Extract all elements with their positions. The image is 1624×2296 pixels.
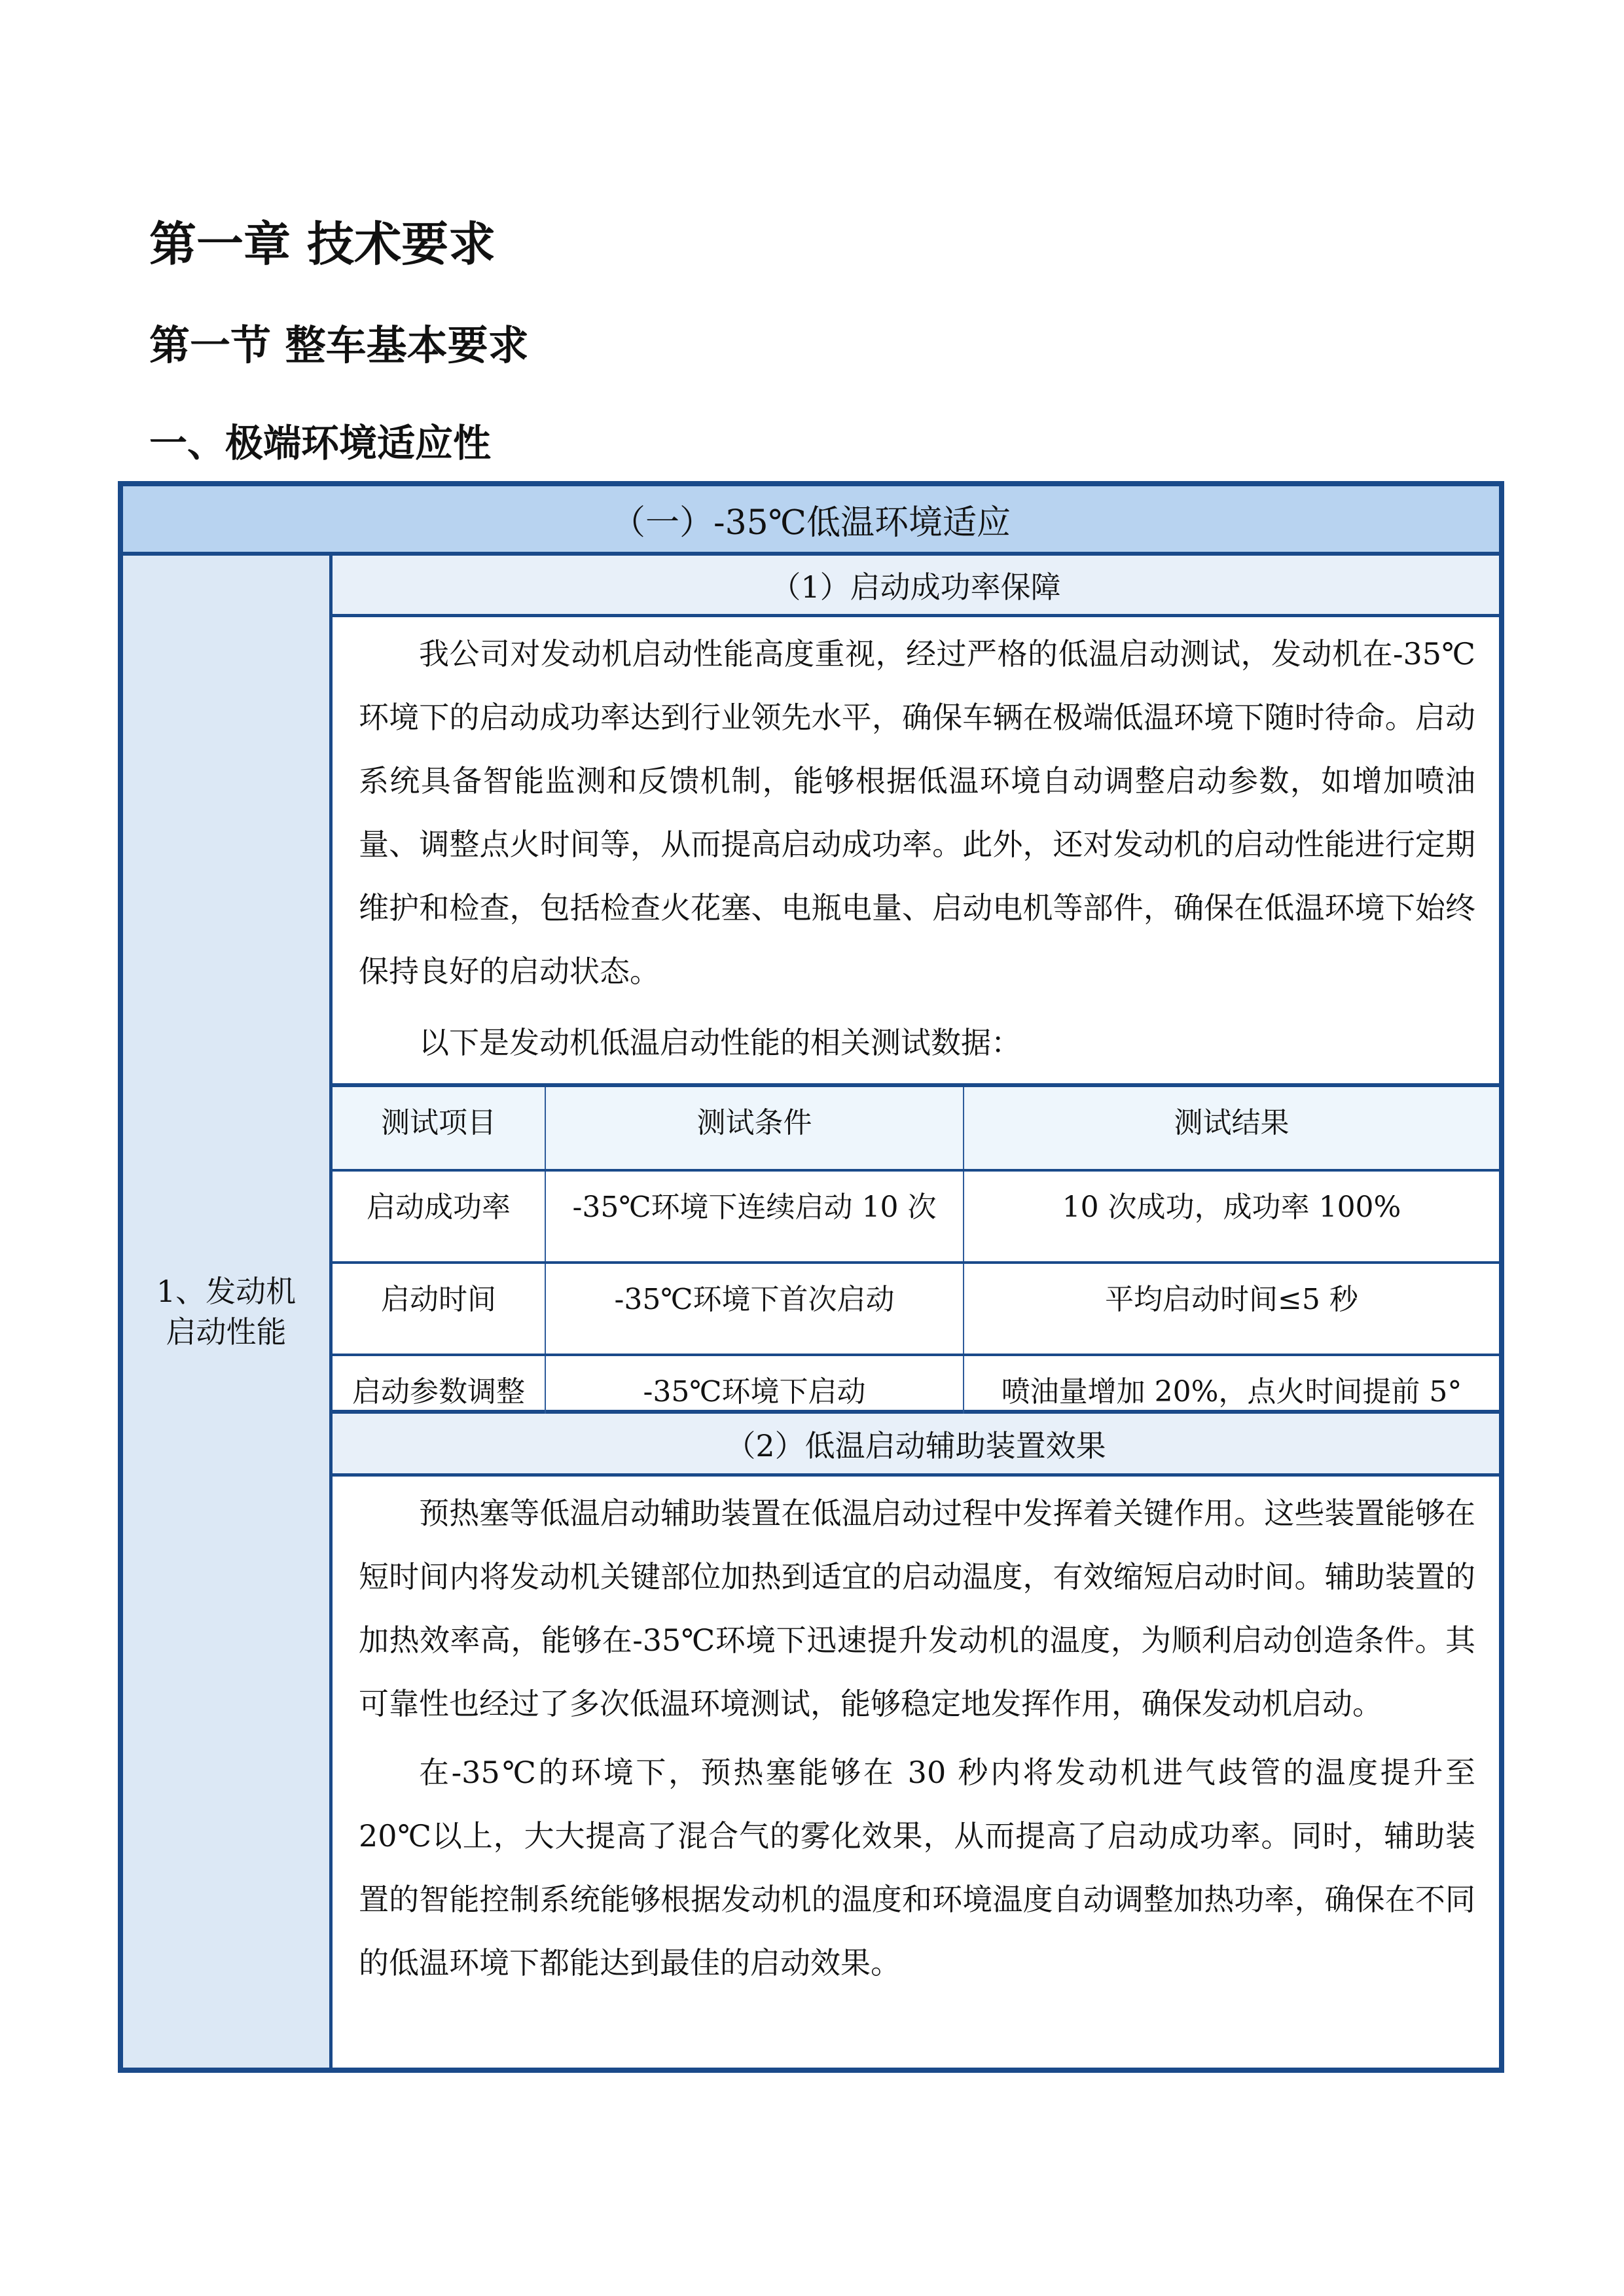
table-cell: 启动成功率 — [333, 1170, 545, 1263]
test-data-table — [333, 1083, 1499, 1414]
paragraph: 在-35℃的环境下，预热塞能够在 30 秒内将发动机进气歧管的温度提升至 20℃以上，大大提高了混合气的雾化效果，从而提高了启动成功率。同时，辅助装置的智能控制系统能够根据发动机的温度和环境温度自动调整加热功率，确保在不同的低温环境下都能达到最佳的启动效果。 — [359, 1755, 1475, 1981]
table-title: （一）-35℃低温环境适应 — [123, 486, 1499, 556]
section-heading: 第一节 整车基本要求 — [149, 321, 529, 369]
subheader-auxiliary-device: （2）低温启动辅助装置效果 — [333, 1414, 1499, 1477]
paragraph: 我公司对发动机启动性能高度重视，经过严格的低温启动测试，发动机在-35℃环境下的启动成功率达到行业领先水平，确保车辆在极端低温环境下随时待命。启动系统具备智能监测和反馈机制，能够根据低温环境自动调整启动参数，如增加喷油量、调整点火时间等，从而提高启动成功率。此外，还对发动机的启动性能进行定期维护和检查，包括检查火花塞、电瓶电量、启动电机等部件，确保在低温环境下始终保持良好的启动状态。 — [359, 636, 1475, 989]
table-cell: 喷油量增加 20%，点火时间提前 5° — [964, 1355, 1499, 1446]
header-cell: 测试项目 — [333, 1087, 545, 1170]
table-header-row — [333, 1087, 1499, 1170]
row-label-line: 1、发动机 — [156, 1274, 297, 1309]
auxiliary-device-text — [333, 1477, 1499, 2068]
table-cell: 平均启动时间≤5 秒 — [964, 1263, 1499, 1355]
row-label — [123, 556, 333, 2068]
table-cell: -35℃环境下启动 — [545, 1355, 964, 1446]
subsection-heading: 一、极端环境适应性 — [149, 421, 492, 465]
row-label-line: 启动性能 — [166, 1314, 287, 1350]
chapter-heading: 第一章 技术要求 — [149, 217, 496, 272]
startup-success-text — [333, 617, 1499, 1083]
table-cell: -35℃环境下连续启动 10 次 — [545, 1170, 964, 1263]
table-cell: 启动时间 — [333, 1263, 545, 1355]
table-cell: 10 次成功，成功率 100% — [964, 1170, 1499, 1263]
requirements-table — [118, 481, 1504, 2073]
header-cell: 测试条件 — [545, 1087, 964, 1170]
paragraph: 以下是发动机低温启动性能的相关测试数据： — [419, 1025, 1021, 1060]
subheader-startup-success: （1）启动成功率保障 — [333, 556, 1499, 617]
table-cell: -35℃环境下首次启动 — [545, 1263, 964, 1355]
table-row — [333, 1170, 1499, 1263]
table-row — [333, 1263, 1499, 1355]
table-cell: 启动参数调整 — [333, 1355, 545, 1446]
header-cell: 测试结果 — [964, 1087, 1499, 1170]
paragraph: 预热塞等低温启动辅助装置在低温启动过程中发挥着关键作用。这些装置能够在短时间内将发动机关键部位加热到适宜的启动温度，有效缩短启动时间。辅助装置的加热效率高，能够在-35℃环境下迅速提升发动机的温度，为顺利启动创造条件。其可靠性也经过了多次低温环境测试，能够稳定地发挥作用，确保发动机启动。 — [359, 1496, 1475, 1721]
